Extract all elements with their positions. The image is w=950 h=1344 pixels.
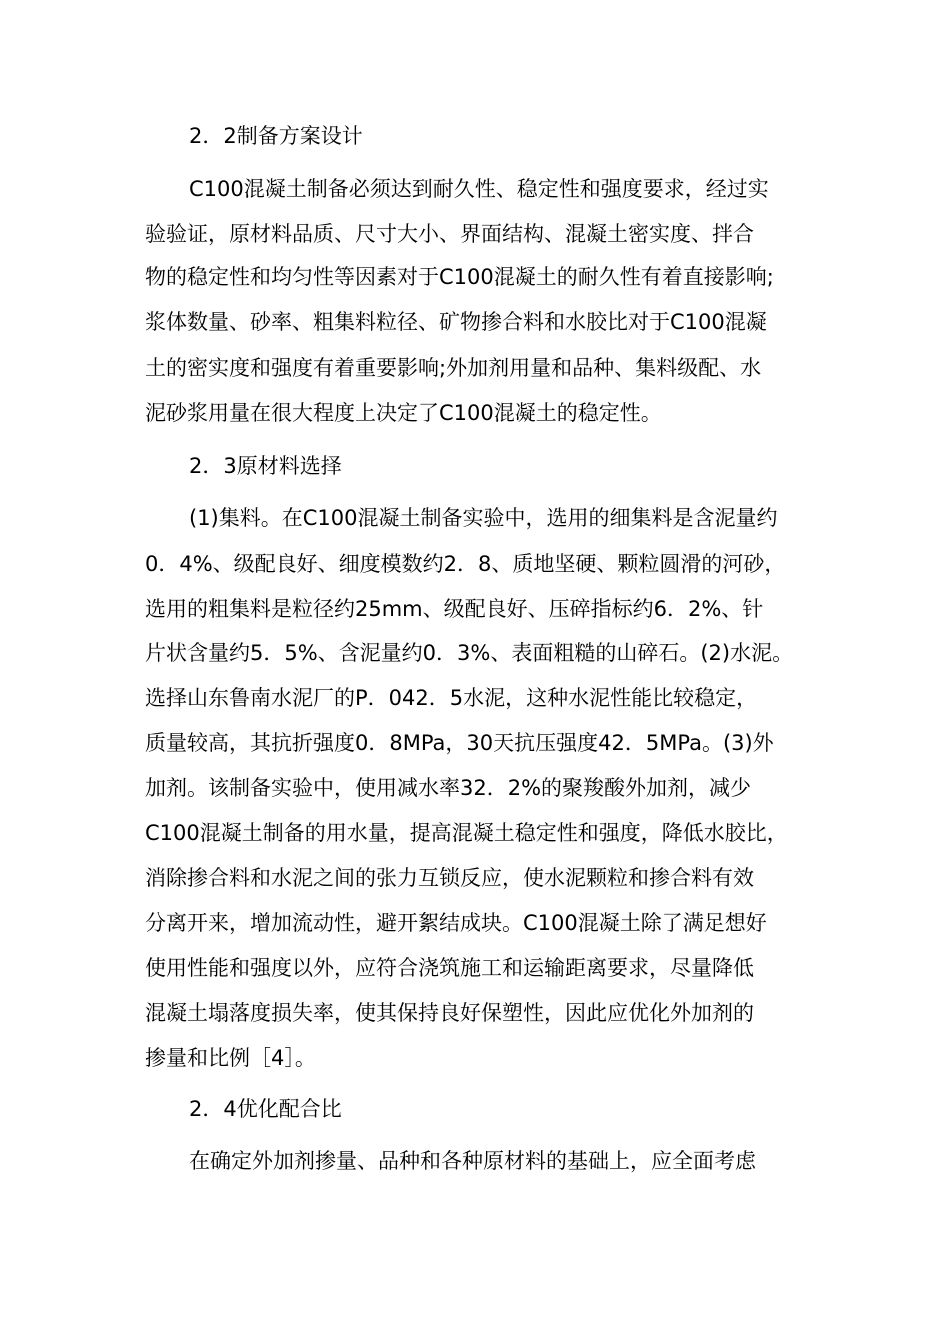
- paragraph-line: 使用性能和强度以外，应符合浇筑施工和运输距离要求，尽量降低: [145, 956, 754, 980]
- paragraph-line: 混凝土塌落度损失率，使其保持良好保塑性，因此应优化外加剂的: [145, 1001, 754, 1025]
- paragraph-line: 土的密实度和强度有着重要影响;外加剂用量和品种、集料级配、水: [145, 356, 762, 380]
- paragraph-line: 分离开来，增加流动性，避开絮结成块。C100混凝土除了满足想好: [145, 911, 767, 935]
- paragraph-line: 物的稳定性和均匀性等因素对于C100混凝土的耐久性有着直接影响;: [145, 265, 774, 289]
- heading-2-4: 2．4优化配合比: [189, 1097, 342, 1121]
- paragraph-line: 选择山东鲁南水泥厂的P．042．5水泥，这种水泥性能比较稳定，: [145, 686, 758, 710]
- paragraph-line: 掺量和比例［4］。: [145, 1046, 316, 1070]
- paragraph-line: 片状含量约5．5%、含泥量约0．3%、表面粗糙的山碎石。(2)水泥。: [145, 641, 794, 665]
- paragraph-line: 0．4%、级配良好、细度模数约2．8、质地坚硬、颗粒圆滑的河砂，: [145, 552, 786, 576]
- paragraph-line: 验验证，原材料品质、尺寸大小、界面结构、混凝土密实度、拌合: [145, 222, 754, 246]
- paragraph-line: C100混凝土制备必须达到耐久性、稳定性和强度要求，经过实: [189, 177, 769, 201]
- paragraph-line: (1)集料。在C100混凝土制备实验中，选用的细集料是含泥量约: [189, 506, 778, 530]
- paragraph-line: 泥砂浆用量在很大程度上决定了C100混凝土的稳定性。: [145, 401, 662, 425]
- paragraph-line: 质量较高，其抗折强度0．8MPa，30天抗压强度42．5MPa。(3)外: [145, 731, 774, 755]
- paragraph-line: 选用的粗集料是粒径约25mm、级配良好、压碎指标约6．2%、针: [145, 597, 764, 621]
- paragraph-line: 消除掺合料和水泥之间的张力互锁反应，使水泥颗粒和掺合料有效: [145, 866, 754, 890]
- paragraph-line: 在确定外加剂掺量、品种和各种原材料的基础上，应全面考虑: [189, 1149, 756, 1173]
- paragraph-line: C100混凝土制备的用水量，提高混凝土稳定性和强度，降低水胶比，: [145, 821, 788, 845]
- paragraph-line: 浆体数量、砂率、粗集料粒径、矿物掺合料和水胶比对于C100混凝: [145, 310, 767, 334]
- heading-2-3: 2．3原材料选择: [189, 454, 342, 478]
- heading-2-2: 2．2制备方案设计: [189, 124, 363, 148]
- paragraph-line: 加剂。该制备实验中，使用减水率32．2%的聚羧酸外加剂，减少: [145, 776, 752, 800]
